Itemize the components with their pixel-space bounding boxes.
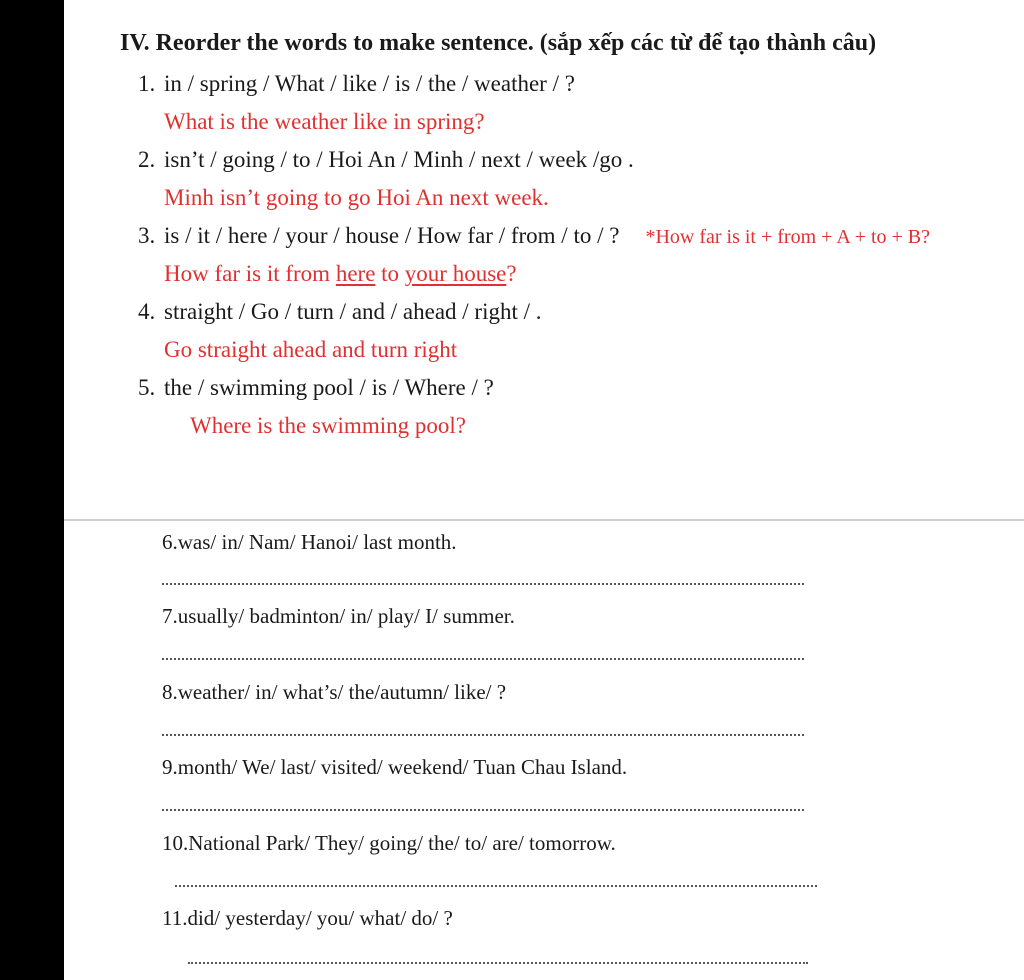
answer-2: Minh isn’t going to go Hoi An next week.: [164, 185, 549, 210]
exercise-9: 9.month/ We/ last/ visited/ weekend/ Tuan Chau Island.: [162, 755, 628, 779]
answer-underlined-your-house: your house: [404, 261, 507, 286]
exercise-8: 8.weather/ in/ what’s/ the/autumn/ like/ ?: [162, 680, 507, 704]
question-prompt: the / swimming pool / is / Where / ?: [164, 375, 494, 400]
answer-underlined-here: here: [335, 261, 376, 286]
question-number: 2.: [138, 147, 156, 172]
question-number: 1.: [138, 71, 156, 96]
exercise-10: 10.National Park/ They/ going/ the/ to/ are/ tomorrow.: [162, 831, 616, 855]
answer-line-10[interactable]: [175, 885, 817, 887]
answer-1: What is the weather like in spring?: [164, 109, 485, 134]
question-4: [138, 299, 542, 325]
question-3: [138, 223, 930, 249]
answer-part: to: [375, 261, 405, 286]
question-number: 4.: [138, 299, 156, 324]
answer-5: Where is the swimming pool?: [190, 413, 466, 438]
exercise-11: 11.did/ yesterday/ you/ what/ do/ ?: [162, 906, 453, 930]
question-1: [138, 71, 575, 97]
answer-4: Go straight ahead and turn right: [164, 337, 458, 362]
exercise-7: 7.usually/ badminton/ in/ play/ I/ summer.: [162, 604, 515, 628]
question-prompt: in / spring / What / like / is / the / weather / ?: [164, 71, 575, 96]
answer-line-9[interactable]: [162, 809, 804, 811]
question-prompt: straight / Go / turn / and / ahead / right / .: [164, 299, 542, 324]
grammar-note: *How far is it + from + A + to + B?: [645, 226, 930, 248]
question-prompt: is / it / here / your / house / How far / from / to / ?: [164, 223, 620, 248]
answer-line-7[interactable]: [162, 658, 804, 660]
question-number: 5.: [138, 375, 156, 400]
question-number: 3.: [138, 223, 156, 248]
question-5: [138, 375, 494, 401]
exercise-6: 6.was/ in/ Nam/ Hanoi/ last month.: [162, 530, 457, 554]
answer-part: ?: [506, 261, 517, 286]
left-black-bar: [0, 0, 64, 980]
section-heading: IV. Reorder the words to make sentence. (sắp xếp các từ để tạo thành câu): [120, 30, 877, 56]
question-prompt: isn’t / going / to / Hoi An / Minh / next / week /go .: [164, 147, 634, 172]
answer-line-6[interactable]: [162, 583, 804, 585]
page-divider: [64, 519, 1024, 521]
answer-part: How far is it from: [164, 261, 336, 286]
question-2: [138, 147, 634, 173]
answer-3: [164, 261, 517, 287]
answer-line-8[interactable]: [162, 734, 804, 736]
answer-line-11[interactable]: [188, 962, 808, 964]
